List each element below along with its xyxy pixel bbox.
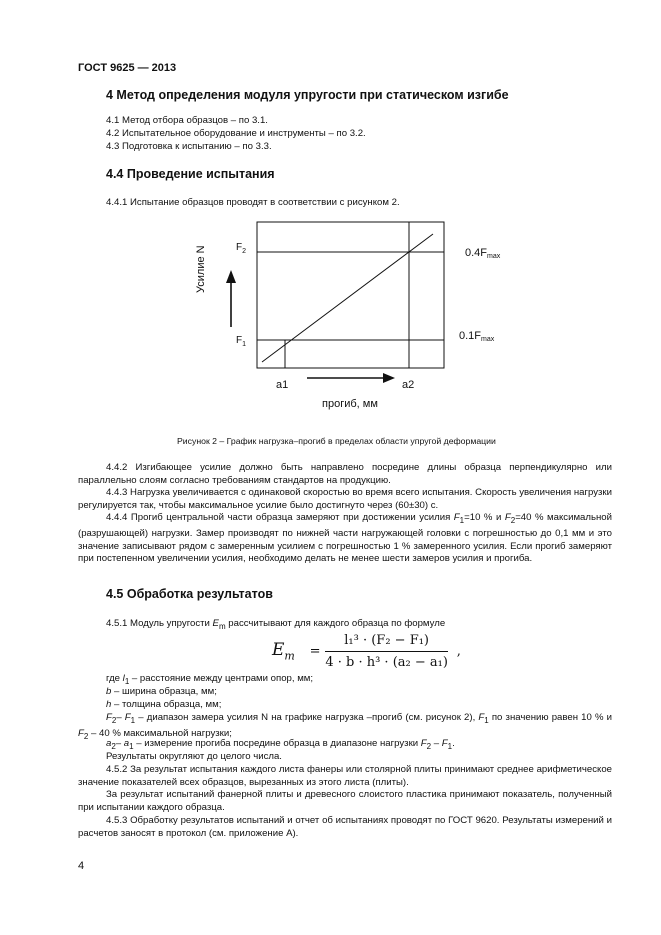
paragraph-4-5-2-b: За результат испытаний фанерной плиты и древесного слоистого пластика принимают показатель, полученный при испытании каждого образца. [78,789,612,813]
paragraph-4-4-1: 4.4.1 Испытание образцов проводят в соответствии с рисунком 2. [106,197,400,208]
where-l1: где $l_1$ – расстояние между центрами опор, мм; [106,673,314,686]
right-bottom-label: 0.1Fmax [459,330,495,343]
right-top-label: 0.4Fmax [465,247,501,260]
paragraph-4-4-3: 4.4.3 Нагрузка увеличивается с одинаковой скоростью во время всего испытания. Скорость увеличения нагрузки регулируется так, чтобы максимальное усилие было достигнуто через (60±30) с. [78,487,612,511]
item-4-1: 4.1 Метод отбора образцов – по 3.1. [106,115,268,126]
y-axis-arrowhead [226,270,236,283]
item-4-2: 4.2 Испытательное оборудование и инструменты – по 3.2. [106,128,366,139]
paragraph-4-4-2: 4.4.2 Изгибающее усилие должно быть направлено посредине длины образца перпендикулярно или параллельно слоям согласно требованиям стандартов на продукцию. [78,462,612,486]
x-axis-label: прогиб, мм [322,398,378,410]
section-4-4-title: 4.4 Проведение испытания [106,167,275,181]
load-deflection-figure [0,0,661,460]
formula-equals: = [309,644,321,659]
y-axis-label: Усилие N [195,245,207,293]
f2-label: $F_2$ [236,242,247,255]
rounding-note: Результаты округляют до целого числа. [106,751,282,762]
page-number: 4 [78,860,85,872]
where-f-range: $F_2-$ $F_1$ – диапазон замера усилия N на графике нагрузка –прогиб (см. рисунок 2), $F_1$ по значению равен 10 % и $F_2 - 40$ % максимальной нагрузки; [78,712,612,741]
x-axis-arrowhead [383,373,395,383]
section-4-title: 4 Метод определения модуля упругости при статическом изгибе [106,88,509,102]
paragraph-4-5-3: 4.5.3 Обработку результатов испытаний и отчет об испытаниях проводят по ГОСТ 9620. Результаты измерений и расчетов заносят в протокол (см. приложение А). [78,815,612,839]
paragraph-4-4-4: 4.4.4 Прогиб центральной части образца замеряют при достижении усилия $F_1=10$ % и $F_2=40$ % максимальной (разрушающей) нагрузки. Замер производят по нижней части нагружающей головки с погрешностью до 0,1 мм и это значение записывают рядом с замеренным усилием с погрешностью 1 % замеренного усилия. Если прогиб замеряют при постепенном увеличении усилия, необходимо делать не менее шести замеров усилия и прогиба. [78,512,612,565]
where-b: b – ширина образца, мм; [106,686,217,697]
formula-comma: , [456,644,461,659]
a1-label: a1 [276,379,289,391]
paragraph-4-5-2: 4.5.2 За результат испытания каждого листа фанеры или столярной плиты принимают среднее арифметическое значение показателей всех образцов, вырезанных из этого листа (плиты). [78,764,612,788]
formula-fraction [325,633,448,670]
where-h: h – толщина образца, мм; [106,699,222,710]
document-header: ГОСТ 9625 — 2013 [78,62,177,74]
item-4-3: 4.3 Подготовка к испытанию – по 3.3. [106,141,272,152]
modulus-formula [272,633,461,670]
figure-caption: Рисунок 2 – График нагрузка–прогиб в пределах области упругой деформации [177,436,496,446]
formula-numerator: l₁³ · (F₂ − F₁) [325,633,448,652]
paragraph-4-5-1: 4.5.1 Модуль упругости $E_m$ рассчитывают для каждого образца по формуле [106,618,446,631]
a2-label: a2 [402,379,415,391]
f1-label: $F_1$ [236,335,247,348]
where-a-range: $a_2-$ $a_1$ – измерение прогиба посредине образца в диапазоне нагрузки $F_2 - F_1$. [106,738,455,751]
formula-lhs: $E_m$ [272,640,295,663]
section-4-5-title: 4.5 Обработка результатов [106,587,273,601]
formula-denominator: 4 · b · h³ · (a₂ − a₁) [325,655,448,670]
load-deflection-line [262,234,433,362]
